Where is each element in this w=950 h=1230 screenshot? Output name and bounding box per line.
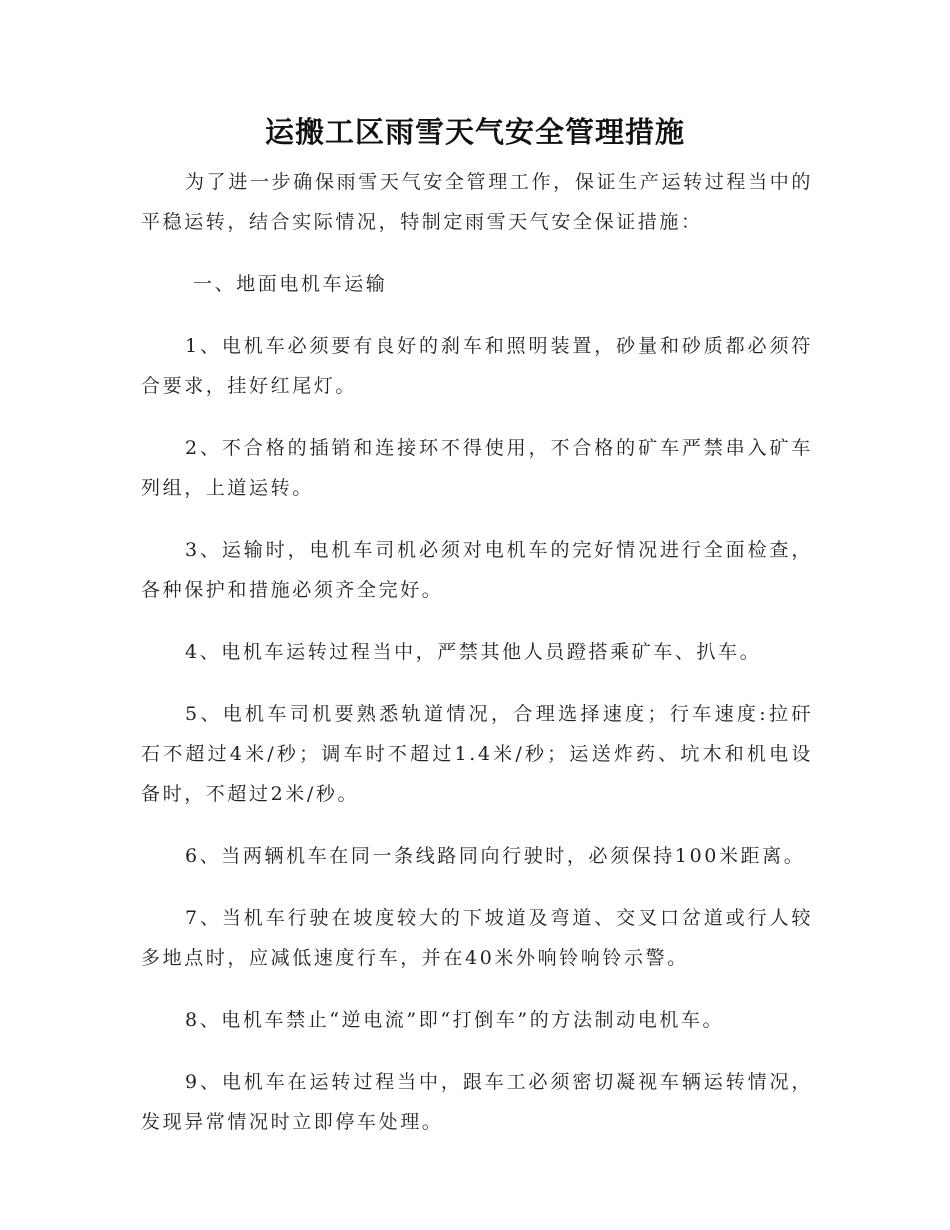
list-item: 5、电机车司机要熟悉轨道情况，合理选择速度；行车速度:拉矸石不超过4米/秒；调车时不超过1.4米/秒；运送炸药、坑木和机电设备时，不超过2米/秒。: [141, 703, 813, 805]
document-body: [141, 162, 813, 1164]
list-item: 4、电机车运转过程当中，严禁其他人员蹬搭乘矿车、扒车。: [185, 641, 762, 663]
list-item: 8、电机车禁止“逆电流”即“打倒车”的方法制动电机车。: [185, 1009, 725, 1031]
section-heading: 一、地面电机车运输: [193, 273, 388, 295]
list-item: 3、运输时，电机车司机必须对电机车的完好情况进行全面检查，各种保护和措施必须齐全完好。: [141, 539, 813, 601]
list-item: 7、当机车行驶在坡度较大的下坡道及弯道、交叉口岔道或行人较多地点时，应减低速度行车，并在40米外响铃响铃示警。: [141, 907, 813, 969]
list-item: 9、电机车在运转过程当中，跟车工必须密切凝视车辆运转情况，发现异常情况时立即停车处理。: [141, 1071, 813, 1133]
list-item: 6、当两辆机车在同一条线路同向行驶时，必须保持100米距离。: [185, 845, 806, 867]
list-item: 2、不合格的插销和连接环不得使用，不合格的矿车严禁串入矿车列组，上道运转。: [141, 437, 813, 499]
intro-paragraph: 为了进一步确保雨雪天气安全管理工作，保证生产运转过程当中的平稳运转，结合实际情况，特制定雨雪天气安全保证措施：: [141, 171, 813, 233]
list-item: 1、电机车必须要有良好的刹车和照明装置，砂量和砂质都必须符合要求，挂好红尾灯。: [141, 335, 813, 397]
document-title: 运搬工区雨雪天气安全管理措施: [264, 115, 685, 149]
